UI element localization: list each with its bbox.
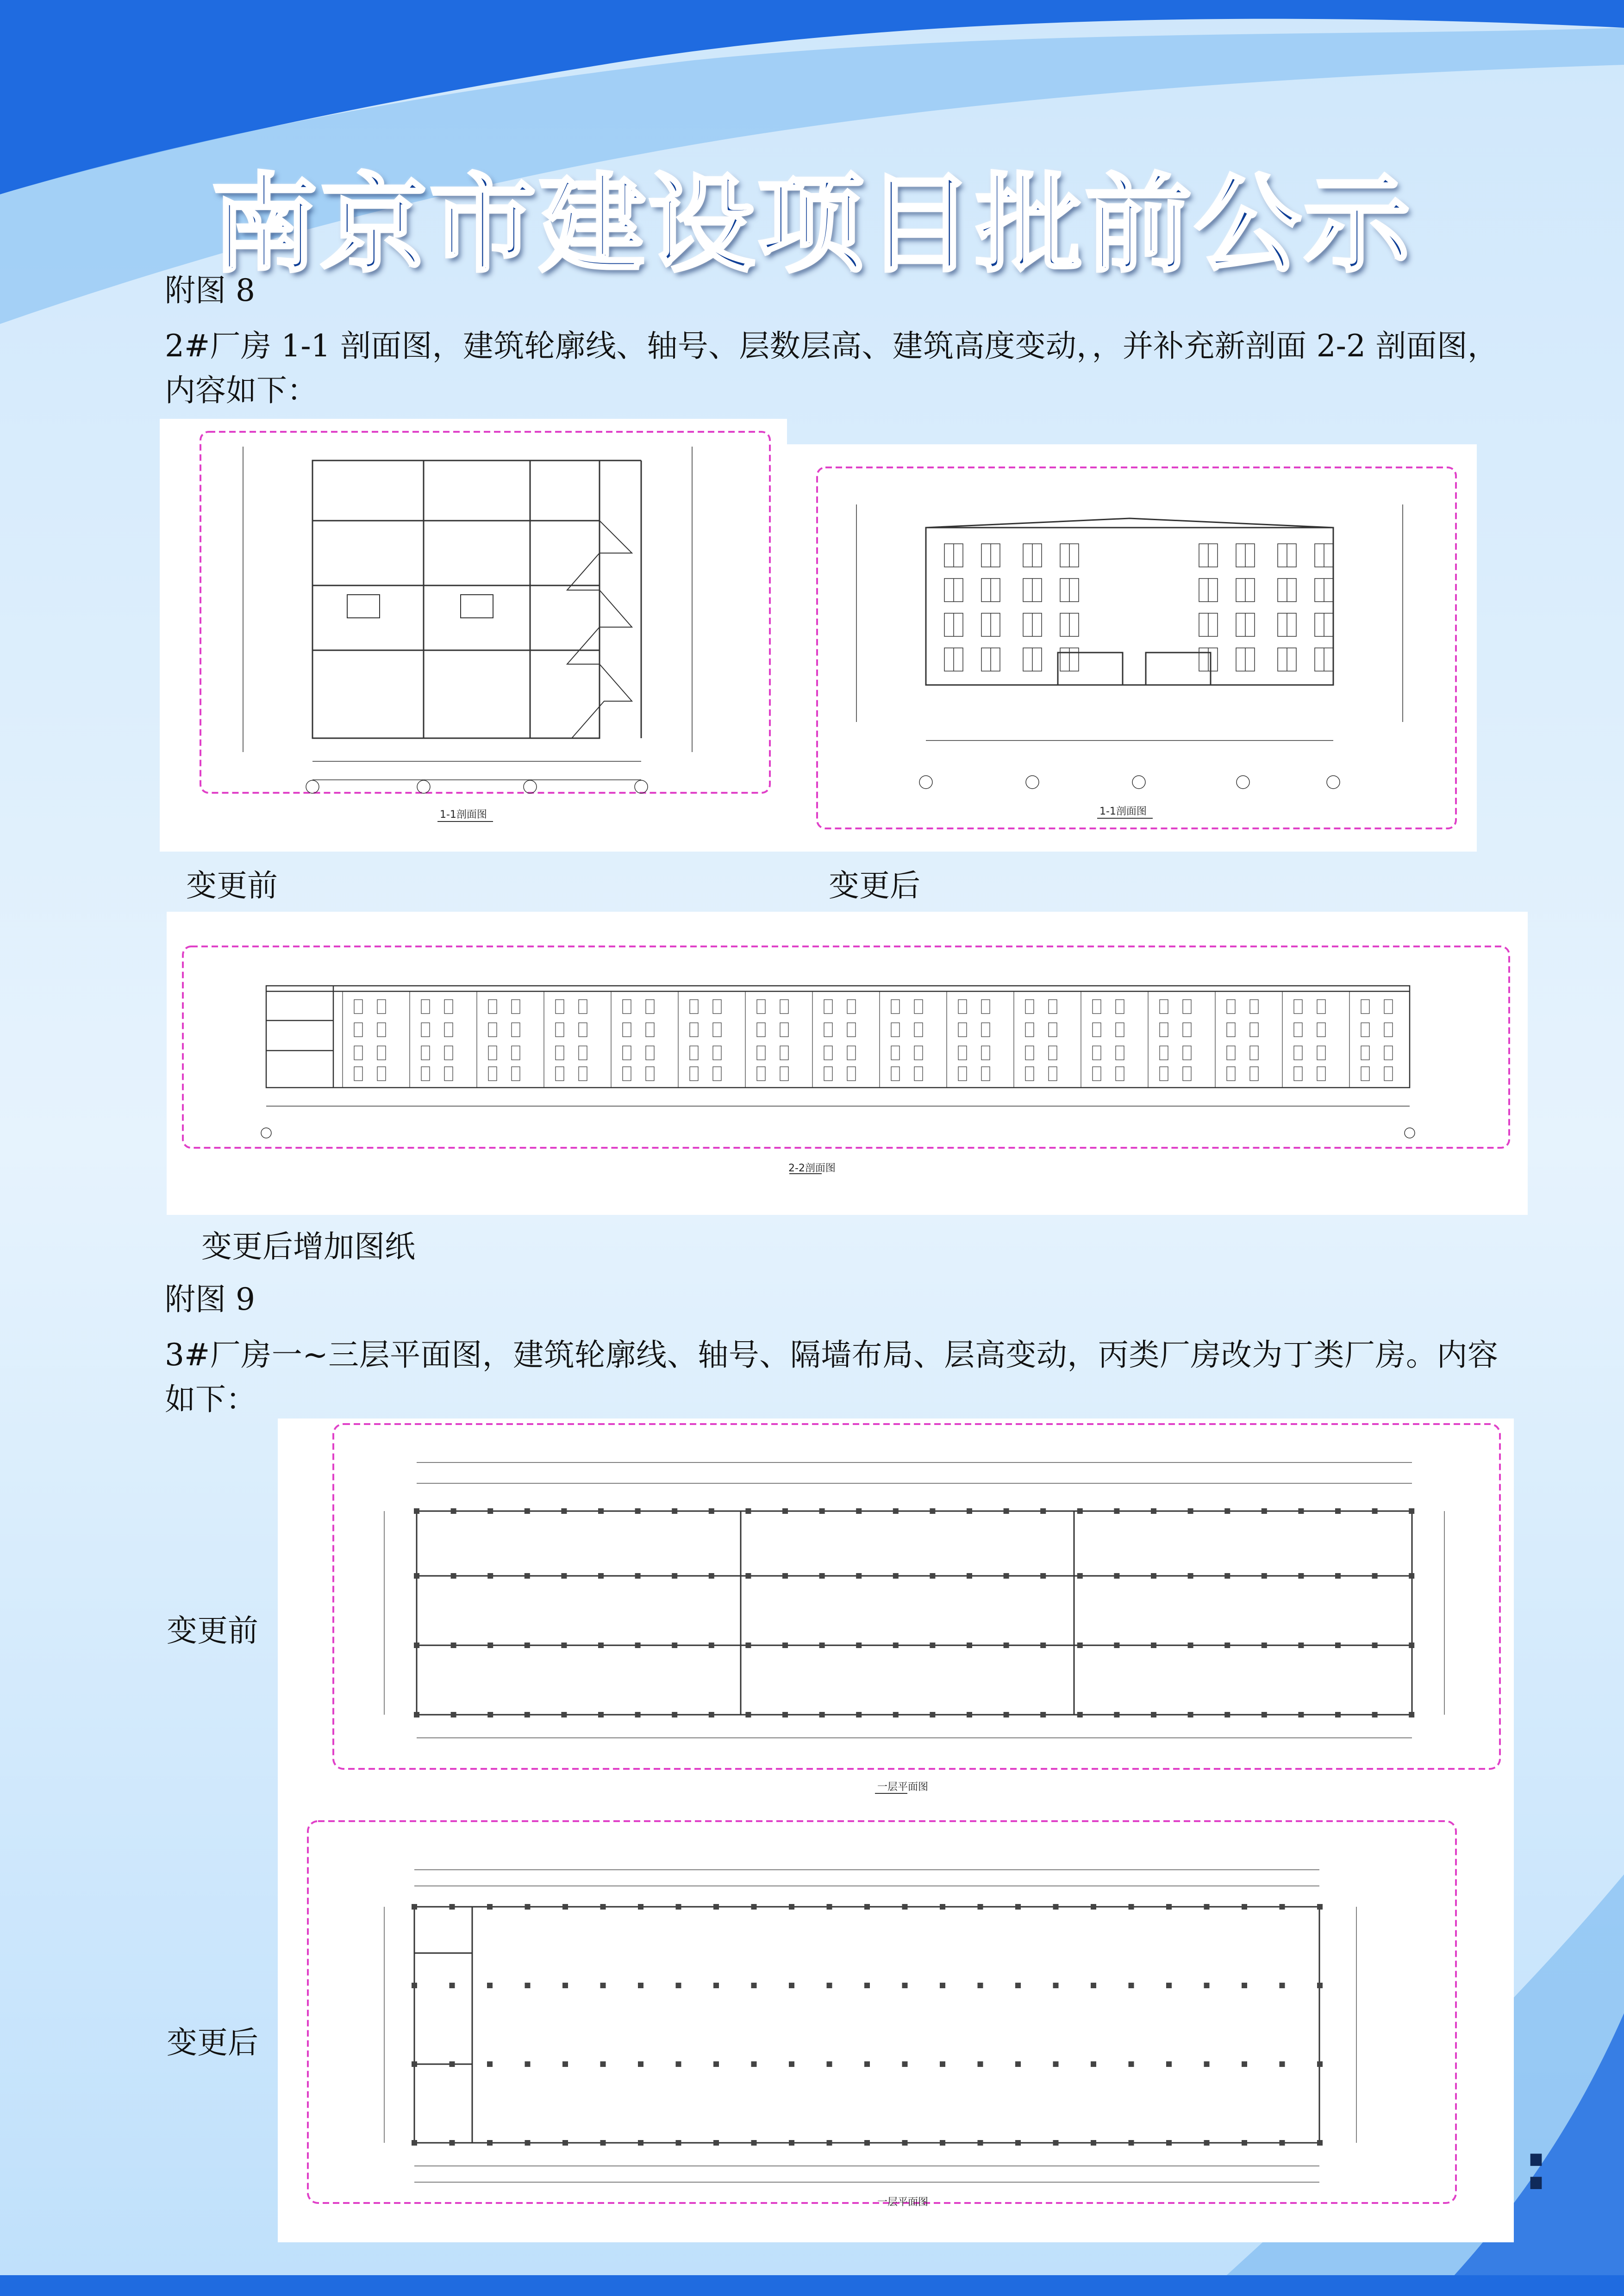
drawing-before-section-1-1 <box>160 419 787 852</box>
caption-added: 变更后增加图纸 <box>201 1229 415 1264</box>
drawing-added-section-2-2 <box>167 912 1528 1215</box>
figure-9-label: 附图 9 <box>165 1282 255 1317</box>
svg-text::: : <box>1523 2129 1549 2205</box>
caption-before: 变更前 <box>186 868 278 903</box>
drawings-floor-plans <box>278 1419 1514 2242</box>
figure-8-description: 2#厂房 1-1 剖面图，建筑轮廓线、轴号、层数层高、建筑高度变动，，并补充新剖面 2-2 剖面图，内容如下： <box>165 328 1498 408</box>
drawing-after-section-1-1 <box>787 444 1477 852</box>
caption-after: 变更后 <box>829 868 920 903</box>
drawing-title: 1-1剖面图 <box>440 809 487 821</box>
page-title: 南京市建设项目批前公示 <box>211 163 1413 287</box>
caption-after: 变更后 <box>167 2025 258 2060</box>
drawing-title: 一层平面图 <box>877 2196 929 2208</box>
drawing-title: 2-2剖面图 <box>788 1163 836 1174</box>
footer-bar <box>0 2275 1624 2296</box>
caption-before: 变更前 <box>167 1613 258 1649</box>
drawing-title: 一层平面图 <box>877 1781 929 1793</box>
figure-8-label: 附图 8 <box>165 273 255 308</box>
drawing-title: 1-1剖面图 <box>1099 806 1147 817</box>
figure-9-description: 3#厂房一~三层平面图，建筑轮廓线、轴号、隔墙布局、层高变动，丙类厂房改为丁类厂房。内容如下： <box>165 1337 1498 1417</box>
